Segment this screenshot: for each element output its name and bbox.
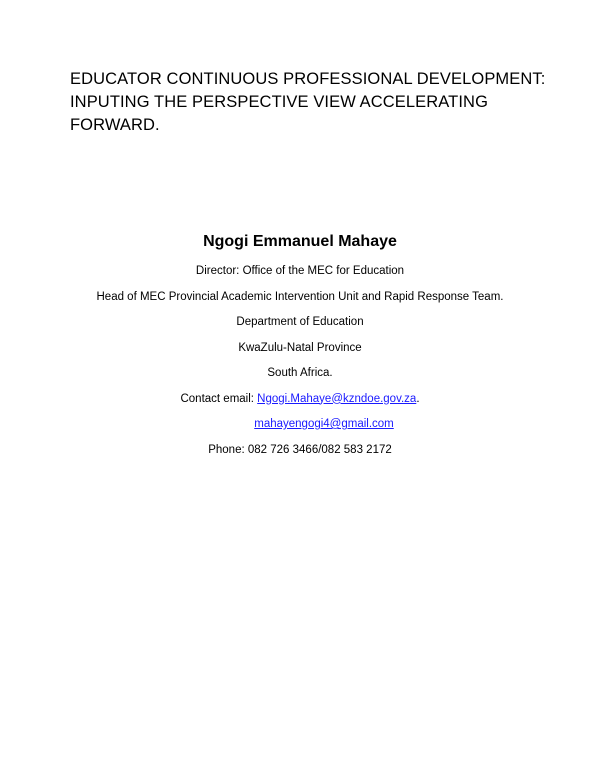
title-line-3: FORWARD. xyxy=(70,116,160,134)
author-role: Head of MEC Provincial Academic Intervention Unit and Rapid Response Team. xyxy=(96,290,504,303)
author-province: KwaZulu-Natal Province xyxy=(238,341,362,354)
author-country: South Africa. xyxy=(267,367,333,379)
author-department: Department of Education xyxy=(236,316,364,328)
contact-email-label: Contact email: xyxy=(180,392,258,405)
contact-email-secondary-line xyxy=(0,417,600,432)
title-line-1: EDUCATOR CONTINUOUS PROFESSIONAL DEVELOPMENT: xyxy=(70,70,546,88)
contact-phone: Phone: 082 726 3466/082 583 2172 xyxy=(208,443,392,456)
author-info xyxy=(0,232,600,468)
title-line-2: INPUTING THE PERSPECTIVE VIEW ACCELERATING xyxy=(70,93,488,111)
email-primary-trailing: . xyxy=(416,392,420,405)
author-name: Ngogi Emmanuel Mahaye xyxy=(203,233,397,250)
contact-email-line xyxy=(0,392,600,407)
email-primary-link[interactable]: Ngogi.Mahaye@kzndoe.gov.za xyxy=(257,392,417,405)
document-title xyxy=(70,68,550,137)
email-secondary-link[interactable]: mahayengogi4@gmail.com xyxy=(254,418,394,430)
author-position: Director: Office of the MEC for Education xyxy=(195,265,405,277)
